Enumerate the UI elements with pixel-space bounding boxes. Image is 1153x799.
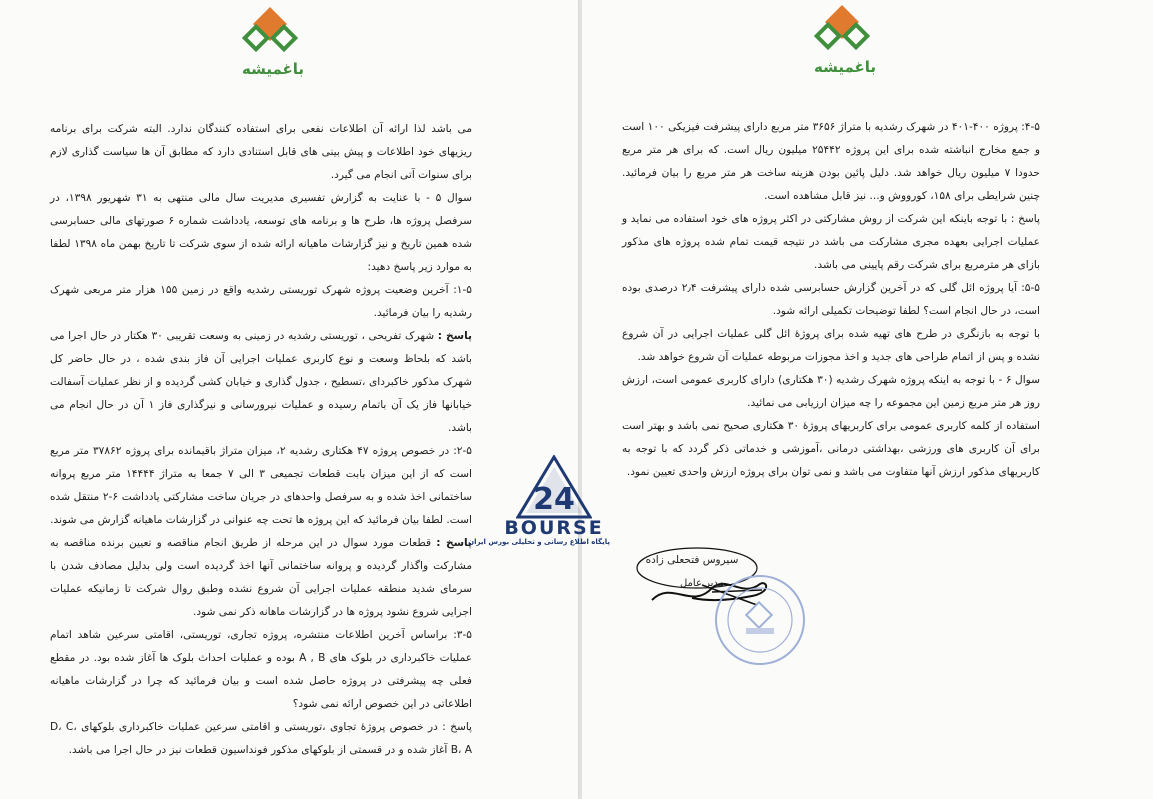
answer-label: پاسخ : bbox=[437, 330, 473, 342]
bourse-triangle-icon bbox=[516, 455, 592, 519]
left-paragraph-4: پاسخ : شهرک تفریحی ، توریستی رشدیه در زمینی به وسعت تقریبی ۳۰ هکتار در حال اجرا می باشد که بلحاظ وسعت و نوع کاربری عملیات اجرایی آن فاز بندی شده ، در حال حاضر کل شهرک مذکور خاکبردای ،تسطیح ، جدول گذاری و خیابان کشی گردیده و از نظر عملیات آسفالت خیابانها فاز یک آن باتمام رسیده و عملیات نیرورسانی و نیرگذاری فاز ۱ آن در حال انجام می باشد. bbox=[50, 330, 473, 434]
left-paragraph-2: سوال ۵ - با عنایت به گزارش تفسیری مدیریت سال مالی منتهی به ۳۱ شهریور ۱۳۹۸، در سرفصل پروژه ها، طرح ها و برنامه های توسعه، یادداشت شماره ۶ صورتهای مالی حسابرسی شده همین تاریخ و نیز گزارشات ماهیانه ارائه شده از سوی شرکت تا تاریخ بهمن ماه ۱۳۹۸ لطفا به موارد زیر پاسخ دهید: bbox=[50, 192, 473, 273]
left-paragraph-5: ۲-۵: در خصوص پروژه ۴۷ هکتاری رشدیه ۲، میزان متراژ باقیمانده برای پروژه ۳۷۸۶۲ متر مربع است که از این میزان بابت قطعات تجمیعی ۳ الی ۷ جمعا به متراژ ۱۴۴۴۴ متر مربع پروانه ساختمانی اخذ شده و به سرفصل واحدهای در جریان ساخت مشارکتی یادداشت ۶-۲ منتقل شده است. لطفا بیان فرمائید که این پروژه ها تحت چه عنوانی در گزارشات ماهیانه گزارش می شوند. bbox=[50, 445, 472, 526]
watermark-title: BOURSE bbox=[504, 517, 604, 539]
logo-emblem-icon bbox=[800, 4, 890, 64]
bourse-watermark bbox=[468, 455, 610, 585]
signatory-role: مدیر عامل bbox=[679, 578, 725, 589]
left-paragraph-6: پاسخ : قطعات مورد سوال در این مرحله از طریق انجام مناقصه و تعیین برنده مناقصه به مشارکت واگذار گردیده و پروانه ساختمانی آنها اخذ گردیده است ولی بدلیل مصادف شدن با سرمای شدید منطقه عملیات اجرایی آن شروع نشده وطبق روال شرکت تا زمانیکه عملیات اجرایی شروع نشود پروژه ها در گزارشات ماهانه ذکر نمی شود. bbox=[50, 537, 473, 618]
watermark-subtitle: پایگاه اطلاع رسانی و تحلیلی بورس ایران bbox=[468, 538, 610, 546]
logo-emblem-icon bbox=[228, 6, 318, 66]
logo-text: باغمیشه bbox=[813, 58, 877, 76]
signatory-name: سیروس فتحعلی زاده bbox=[645, 554, 739, 566]
left-page-body bbox=[50, 118, 472, 762]
left-paragraph-3: ۱-۵: آخرین وضعیت پروژه شهرک توریستی رشدیه واقع در زمین ۱۵۵ هزار متر مربعی شهرک رشدیه را بیان فرمائید. bbox=[50, 284, 472, 319]
right-paragraph-6: استفاده از کلمه کاربری عمومی برای کاربریهای پروژهٔ ۳۰ هکتاری صحیح نمی باشد و بهتر است برای آن کاربری های ورزشی ،بهداشتی درمانی ،آموزشی و خدماتی ذکر گردد که با توجه به کاربریهای مذکور ارزش آنها متفاوت می باشد و نمی توان برای پروژه ارزش واحدی تعیین نمود. bbox=[622, 420, 1040, 478]
right-page bbox=[582, 0, 1153, 799]
left-paragraph-1: می باشد لذا ارائه آن اطلاعات نفعی برای استفاده کنندگان ندارد. البته شرکت برای برنامه ریزیهای خود اطلاعات و پیش بینی های قابل استنادی دارد که مطابق آن ها سیاست گذاری لازم برای سنوات آتی انجام می گیرد. bbox=[50, 123, 472, 181]
right-page-body bbox=[622, 116, 1040, 484]
company-logo bbox=[800, 4, 890, 84]
left-paragraph-8: پاسخ : در خصوص پروژهٔ تجاوی ،توریستی و اقامتی سرعین عملیات خاکبرداری بلوکهای D، C، B، A آغاز شده و در قسمتی از بلوکهای مذکور فونداسیون قطعات نیز در حال اجرا می باشد. bbox=[50, 721, 472, 756]
left-paragraph-7: ۳-۵: براساس آخرین اطلاعات منتشره، پروژه تجاری، توریستی، اقامتی سرعین شاهد اتمام عملیات خاکبرداری در بلوک های A , B بوده و عملیات احداث بلوک ها آغاز شده بود. در مقطع فعلی چه پیشرفتی در پروژه حاصل شده است و بیان فرمائید که چرا در گزارشات ماهیانه اطلاعاتی در این خصوص ارائه نمی شود؟ bbox=[50, 629, 473, 710]
right-paragraph-5: سوال ۶ - با توجه به اینکه پروژه شهرک رشدیه (۳۰ هکتاری) دارای کاربری عمومی است، ارزش روز هر متر مربع زمین این مجموعه را چه میزان ارزیابی می نمائید. bbox=[622, 374, 1041, 409]
company-seal bbox=[712, 572, 808, 668]
company-logo bbox=[228, 6, 318, 86]
right-paragraph-2: پاسخ : با توجه باینکه این شرکت از روش مشارکتی در اکثر پروژه های خود استفاده می نماید و عملیات اجرایی بعهده مجری مشارکت می باشد در نتیجه قیمت تمام شده پروژه های مذکور بازای هر مترمربع برای شرکت رقم پایینی می باشد. bbox=[622, 213, 1040, 271]
right-paragraph-1: ۴-۵: پروژه ۴۰۰-۴۰۱ در شهرک رشدیه با متراژ ۳۶۵۶ متر مربع دارای پیشرفت فیزیکی ۱۰۰ است و جمع مخارج انباشته شده برای این پروژه ۲۵۴۴۲ میلیون ریال است. که برای هر متر مربع حدودا ۷ میلیون ریال خواهد شد. دلیل پائین بودن هزینه ساخت هر متر مربع را بیان فرمائید. چنین شرایطی برای ۱۵۸، کورووش و... نیز قابل مشاهده است. bbox=[622, 121, 1040, 202]
right-paragraph-3: ۵-۵: آیا پروژه ائل گلی که در آخرین گزارش حسابرسی شده دارای پیشرفت ۲٫۴ درصدی بوده است، در حال انجام است؟ لطفا توضیحات تکمیلی ارائه شود. bbox=[622, 282, 1040, 317]
answer-label: پاسخ : bbox=[436, 537, 473, 549]
svg-text:24: 24 bbox=[533, 482, 575, 517]
seal-stamp-icon bbox=[712, 572, 808, 668]
logo-text: باغمیشه bbox=[241, 60, 305, 78]
right-paragraph-4: با توجه به بازنگری در طرح های تهیه شده برای پروژهٔ ائل گلی عملیات اجرایی در آن شروع نشده و پس از اتمام طراحی های جدید و اخذ مجوزات مربوطه عملیات آن شروع خواهد شد. bbox=[622, 328, 1040, 363]
